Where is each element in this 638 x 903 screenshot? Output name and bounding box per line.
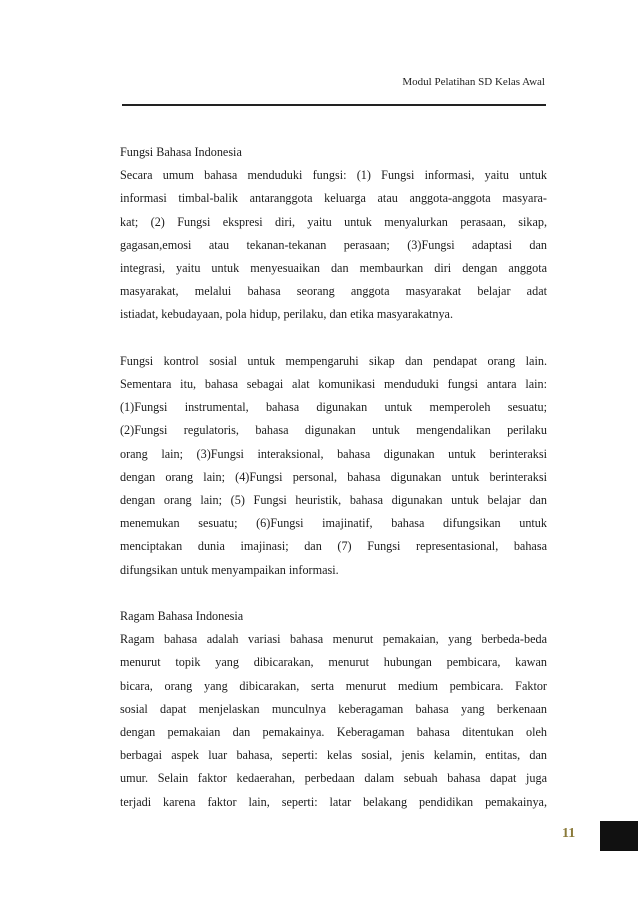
text-line: dengan orang lain; (4)Fungsi personal, bahasa digunakan untuk berinteraksi <box>120 469 547 484</box>
text-line: dengan orang lain; (5) Fungsi heuristik, bahasa digunakan untuk belajar dan <box>120 493 547 508</box>
text-line: berbagai aspek luar bahasa, seperti: kelas sosial, jenis kelamin, entitas, dan <box>120 748 547 763</box>
text-line: Sementara itu, bahasa sebagai alat komunikasi menduduki fungsi antara lain: <box>120 377 547 392</box>
text-line: (2)Fungsi regulatoris, bahasa digunakan untuk mengendalikan perilaku <box>120 423 547 438</box>
text-line: masyarakat, melalui bahasa seorang anggota masyarakat belajar adat <box>120 284 547 299</box>
text-line: kat; (2) Fungsi ekspresi diri, yaitu untuk menyalurkan perasaan, sikap, <box>120 214 547 229</box>
section-heading: Fungsi Bahasa Indonesia <box>120 145 242 159</box>
section-heading: Ragam Bahasa Indonesia <box>120 609 244 624</box>
text-line: istiadat, kebudayaan, pola hidup, perilaku, dan etika masyarakatnya. <box>120 307 454 322</box>
text-line: orang lain; (3)Fungsi interaksional, bahasa digunakan untuk berinteraksi <box>120 446 547 461</box>
running-header: Modul Pelatihan SD Kelas Awal <box>402 76 545 88</box>
text-line: menurut topik yang dibicarakan, menurut hubungan pembicara, kawan <box>120 655 547 670</box>
paragraph-gap <box>120 327 547 350</box>
text-line: (1)Fungsi instrumental, bahasa digunakan untuk memperoleh sesuatu; <box>120 400 547 415</box>
text-line: menciptakan dunia imajinasi; dan (7) Fungsi representasional, bahasa <box>120 539 547 554</box>
text-line: difungsikan untuk menyampaikan informasi. <box>120 562 339 577</box>
text-line: menemukan sesuatu; (6)Fungsi imajinatif, bahasa difungsikan untuk <box>120 516 547 531</box>
text-line: Fungsi kontrol sosial untuk mempengaruhi sikap dan pendapat orang lain. <box>120 353 547 368</box>
text-line: integrasi, yaitu untuk menyesuaikan dan membaurkan diri dengan anggota <box>120 261 547 276</box>
text-line: Secara umum bahasa menduduki fungsi: (1) Fungsi informasi, yaitu untuk <box>120 168 547 183</box>
text-line: gagasan,emosi atau tekanan-tekanan perasaan; (3)Fungsi adaptasi dan <box>120 237 547 252</box>
page-number: 11 <box>562 826 576 841</box>
body-text <box>120 141 547 814</box>
paragraph-ragam-bahasa <box>120 605 547 814</box>
text-line: sosial dapat menjelaskan munculnya keberagaman bahasa yang berkenaan <box>120 701 547 716</box>
paragraph-fungsi-bahasa <box>120 141 547 327</box>
text-line: dengan pemakaian dan pemakainya. Keberagaman bahasa ditentukan oleh <box>120 725 547 740</box>
text-line: Ragam bahasa adalah variasi bahasa menurut pemakaian, yang berbeda-beda <box>120 632 547 647</box>
text-line: terjadi karena faktor lain, seperti: latar belakang pendidikan pemakainya, <box>120 794 547 809</box>
header-divider <box>122 104 546 106</box>
text-line: umur. Selain faktor kedaerahan, perbedaan dalam sebuah bahasa dapat juga <box>120 771 547 786</box>
footer-corner-block <box>600 821 638 851</box>
paragraph-gap <box>120 582 547 605</box>
text-line: bicara, orang yang dibicarakan, serta menurut medium pembicara. Faktor <box>120 678 547 693</box>
paragraph-fungsi-kontrol <box>120 350 547 582</box>
text-line: informasi timbal-balik antaranggota keluarga atau anggota-anggota masyara- <box>120 191 547 206</box>
